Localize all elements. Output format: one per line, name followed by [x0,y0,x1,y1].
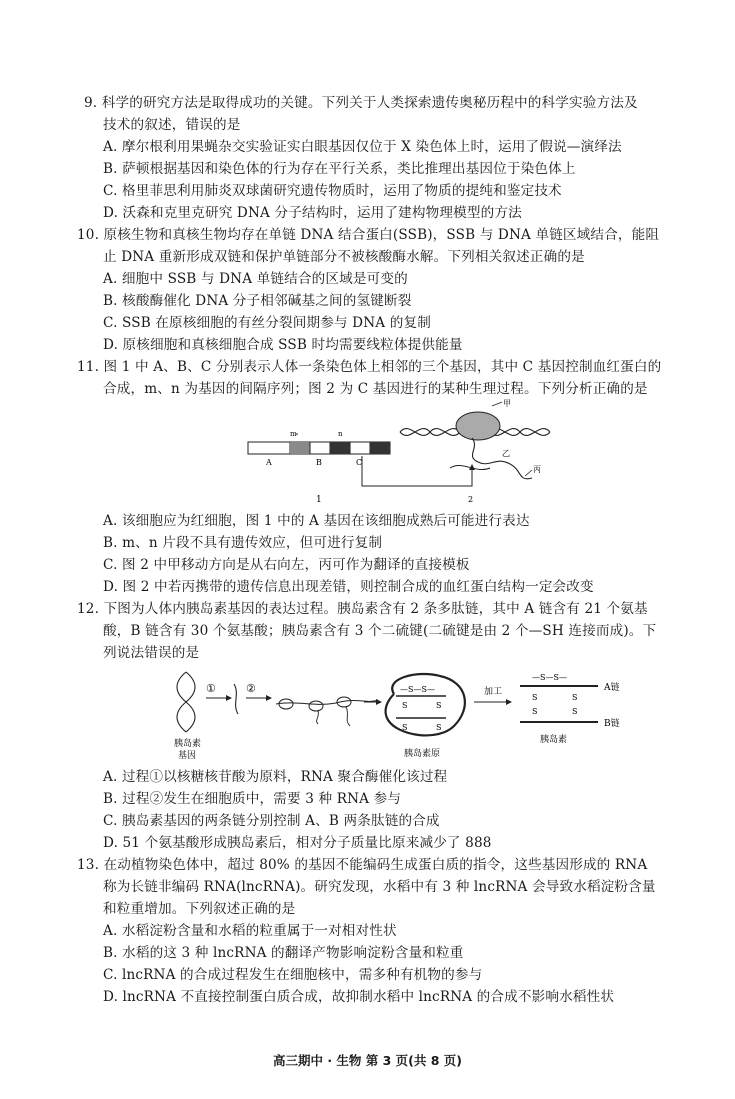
q12-option-a: A. 过程①以核糖核苷酸为原料，RNA 聚合酶催化该过程 [103,769,448,785]
q13-stem-line2: 称为长链非编码 RNA(lncRNA)。研究发现，水稻中有 3 种 lncRNA 会导致水稻淀粉含量 [103,879,656,895]
q11-gene-c: C [356,458,363,467]
q9-option-c: C. 格里菲思利用肺炎双球菌研究遗传物质时，运用了物质的提纯和鉴定技术 [103,183,562,199]
q12-proinsulin-s1: S [402,701,408,710]
q12-stem-line3: 列说法错误的是 [103,645,200,661]
q10-option-c: C. SSB 在原核细胞的有丝分裂间期参与 DNA 的复制 [103,315,431,331]
q12-stem-line2: 酸，B 链含有 30 个氨基酸；胰岛素含有 3 个二硫键(二硫键是由 2 个—SH 连接而成)。下 [103,623,657,639]
q11-label-yi: 乙 [502,449,510,458]
q13-stem-line1: 13. 在动植物染色体中，超过 80% 的基因不能编码生成蛋白质的指令，这些基因形成的 RNA [77,857,648,873]
q10-option-b: B. 核酸酶催化 DNA 分子相邻碱基之间的氢键断裂 [103,293,412,309]
q12-chain-b: B链 [604,719,620,729]
q13-stem-line3: 和粒重增加。下列叙述正确的是 [103,901,296,917]
q12-option-b: B. 过程②发生在细胞质中，需要 3 种 RNA 参与 [103,791,402,807]
q12-proinsulin-s2: S [436,701,442,710]
q12-gene-label-2: 基因 [178,751,197,761]
page-footer: 高三期中 · 生物 第 3 页(共 8 页) [272,1053,463,1068]
q12-stem-line1: 12. 下图为人体内胰岛素基因的表达过程。胰岛素含有 2 条多肽链，其中 A 链含有 21 个氨基 [77,601,648,617]
q12-proinsulin-s4: S [436,723,442,732]
q13-option-b: B. 水稻的这 3 种 lncRNA 的翻译产物影响淀粉含量和粒重 [103,945,464,961]
q12-chain-a: A链 [604,683,620,693]
q10-option-d: D. 原核细胞和真核细胞合成 SSB 时均需要线粒体提供能量 [103,337,463,353]
q12-insulin-s2: S [532,707,538,716]
q10-stem-line2: 止 DNA 重新形成双链和保护单链部分不被核酸酶水解。下列相关叙述正确的是 [103,249,585,265]
q12-proinsulin-ss: —S—S— [400,685,435,694]
q11-label-bing: 丙 [533,465,541,474]
q10-stem-line1: 10. 原核生物和真核生物均存在单链 DNA 结合蛋白(SSB)，SSB 与 DNA 单链区域结合，能阻 [77,227,660,243]
q9-stem-line1: 9. 科学的研究方法是取得成功的关键。下列关于人类探索遗传奥秘历程中的科学实验方法及 [84,95,638,111]
q11-figure1-label: 1 [316,495,322,505]
q12-insulin-label: 胰岛素 [540,735,568,745]
q11-enzyme-jia [456,412,500,440]
q12-dna-helix [174,672,201,761]
q11-label-n: n [338,430,343,438]
q11-option-a: A. 该细胞应为红细胞，图 1 中的 A 基因在该细胞成熟后可能进行表达 [103,513,530,529]
q10-option-a: A. 细胞中 SSB 与 DNA 单链结合的区域是可变的 [103,271,408,287]
q12-insulin-s3: S [572,693,578,702]
q12-proinsulin-s3: S [402,723,408,732]
q12-proinsulin-label: 胰岛素原 [404,749,441,759]
q11-figure2-label: 2 [468,495,474,504]
q9-option-d: D. 沃森和克里克研究 DNA 分子结构时，运用了建构物理模型的方法 [103,205,522,221]
q12-proinsulin [386,674,465,759]
q12-option-d: D. 51 个氨基酸形成胰岛素后，相对分子质量比原来减少了 888 [103,835,492,851]
q11-stem-line2: 合成，m、n 为基因的间隔序列；图 2 为 C 基因进行的某种生理过程。下列分析正确的是 [103,381,648,397]
q11-figure2-transcription [400,399,550,504]
q12-insulin-ss: —S—S— [532,673,567,682]
q11-option-d: D. 图 2 中若丙携带的遗传信息出现差错，则控制合成的血红蛋白结构一定会改变 [103,579,594,595]
q13-option-c: C. lncRNA 的合成过程发生在细胞核中，需多种有机物的参与 [103,967,483,983]
q11-option-b: B. m、n 片段不具有遗传效应，但可进行复制 [103,535,383,551]
q9-option-b: B. 萨顿根据基因和染色体的行为存在平行关系，类比推理出基因位于染色体上 [103,161,576,177]
q12-figure [168,664,638,764]
q12-step-1: ① [206,682,216,695]
q12-insulin [520,673,620,745]
q13-option-a: A. 水稻淀粉含量和水稻的粒重属于一对相对性状 [103,923,397,939]
q12-insulin-s1: S [532,693,538,702]
q11-figure [240,398,570,510]
q12-translation [276,697,382,726]
q11-label-jia: 甲 [503,399,511,408]
q11-gene-a: A [266,458,272,467]
q12-process-label: 加工 [484,687,503,697]
q11-option-c: C. 图 2 中甲移动方向是从右向左，丙可作为翻译的直接模板 [103,557,470,573]
q11-stem-line1: 11. 图 1 中 A、B、C 分别表示人体一条染色体上相邻的三个基因，其中 C 基因控制血红蛋白的 [77,359,662,375]
q12-option-c: C. 胰岛素基因的两条链分别控制 A、B 两条肽链的合成 [103,813,440,829]
q12-gene-label-1: 胰岛素 [174,739,202,749]
q13-option-d: D. lncRNA 不直接控制蛋白质合成，故抑制水稻中 lncRNA 的合成不影响水稻性状 [103,989,615,1005]
q11-gene-b: B [316,458,322,467]
q9-option-a: A. 摩尔根利用果蝇杂交实验证实白眼基因仅位于 X 染色体上时，运用了假说—演绎法 [103,139,622,155]
q9-stem-line2: 技术的叙述，错误的是 [103,117,241,133]
q12-step-2: ② [246,682,256,695]
q11-figure1-chromosome [248,430,475,505]
q11-label-m: m [290,430,297,438]
q12-insulin-s4: S [572,707,578,716]
